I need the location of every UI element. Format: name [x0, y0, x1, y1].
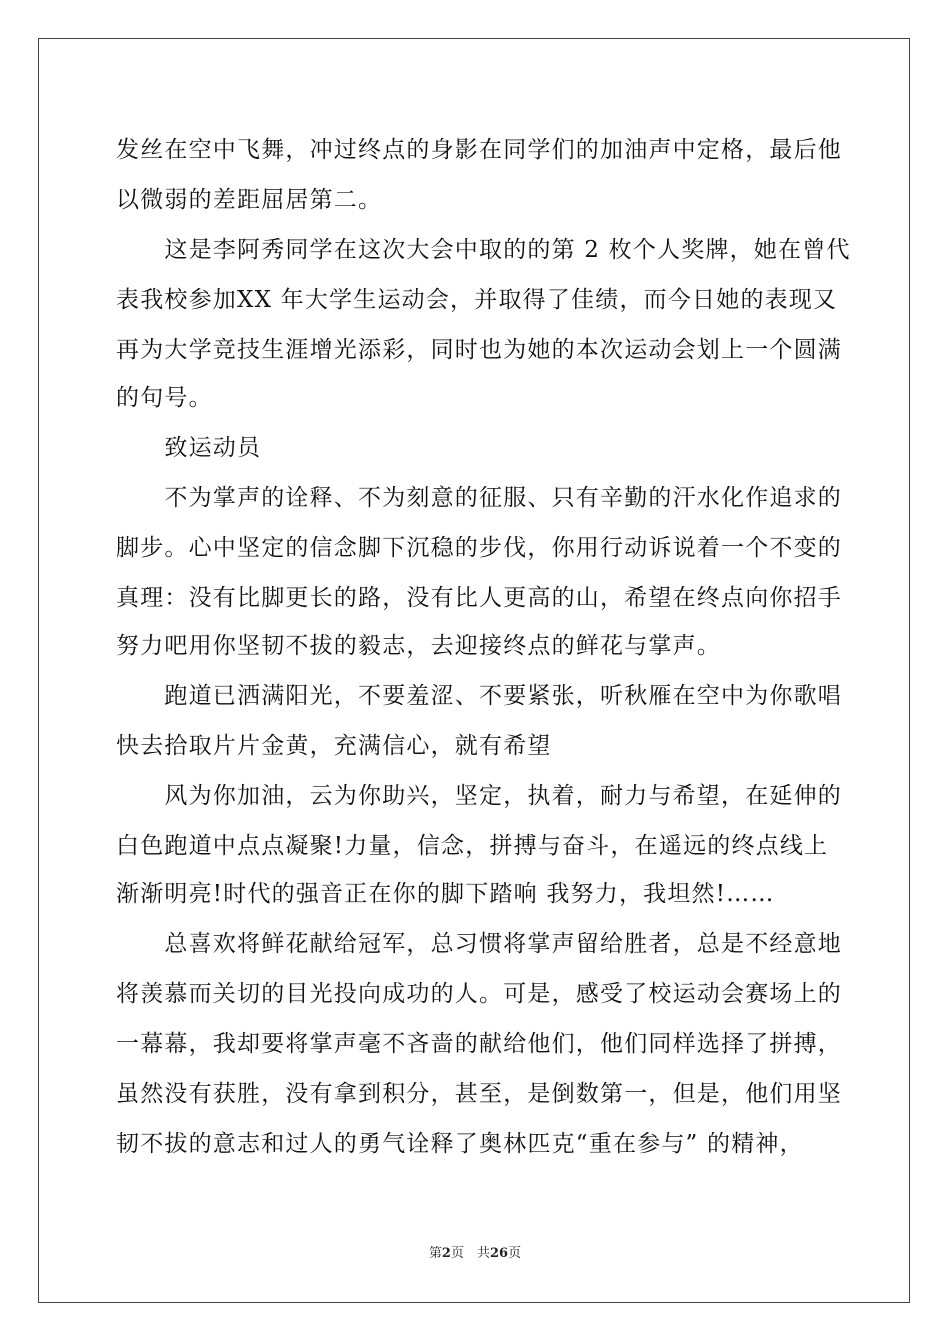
text-line: 一幕幕，我却要将掌声毫不吝啬的献给他们，他们同样选择了拼搏，	[116, 1031, 842, 1057]
text-line: 渐渐明亮!时代的强音正在你的脚下踏响 我努力，我坦然!……	[116, 881, 775, 907]
page-suffix: 页	[508, 1246, 522, 1261]
text-line: 风为你加油，云为你助兴，坚定，执着，耐力与希望，在延伸的	[116, 783, 842, 809]
text-line: 韧不拔的意志和过人的勇气诠释了奥林匹克“重在参与” 的精神，	[116, 1131, 804, 1157]
page-current: 2	[441, 1246, 451, 1261]
text-line: 不为掌声的诠释、不为刻意的征服、只有辛勤的汗水化作追求的	[116, 485, 842, 511]
text-line: 再为大学竞技生涯增光添彩，同时也为她的本次运动会划上一个圆满	[116, 337, 842, 363]
page-border	[38, 38, 910, 1303]
text-line: 虽然没有获胜，没有拿到积分，甚至，是倒数第一，但是，他们用坚	[116, 1081, 842, 1107]
text-line: 将羡慕而关切的目光投向成功的人。可是，感受了校运动会赛场上的	[116, 981, 842, 1007]
page-number-footer	[0, 1246, 950, 1262]
text-line: 白色跑道中点点凝聚!力量，信念，拼搏与奋斗，在遥远的终点线上	[116, 833, 829, 859]
text-line: 脚步。心中坚定的信念脚下沉稳的步伐，你用行动诉说着一个不变的	[116, 535, 842, 561]
text-line: 这是李阿秀同学在这次大会中取的的第 2 枚个人奖牌，她在曾代	[116, 237, 851, 263]
page-total: 26	[489, 1246, 509, 1261]
text-line: 快去拾取片片金黄，充满信心，就有希望	[116, 733, 552, 759]
text-line: 真理：没有比脚更长的路，没有比人更高的山，希望在终点向你招手	[116, 585, 842, 611]
text-line: 的句号。	[116, 385, 213, 411]
section-heading: 致运动员	[116, 435, 262, 461]
text-line: 以微弱的差距屈居第二。	[116, 187, 383, 213]
text-line: 跑道已洒满阳光，不要羞涩、不要紧张，听秋雁在空中为你歌唱	[116, 683, 842, 709]
page-prefix: 第	[428, 1246, 442, 1261]
page-mid: 页 共	[450, 1246, 490, 1261]
text-line: 总喜欢将鲜花献给冠军，总习惯将掌声留给胜者，总是不经意地	[116, 931, 842, 957]
text-line: 努力吧用你坚韧不拔的毅志，去迎接终点的鲜花与掌声。	[116, 633, 721, 659]
text-line: 发丝在空中飞舞，冲过终点的身影在同学们的加油声中定格，最后他	[116, 137, 842, 163]
text-line: 表我校参加XX 年大学生运动会，并取得了佳绩，而今日她的表现又	[116, 287, 838, 313]
